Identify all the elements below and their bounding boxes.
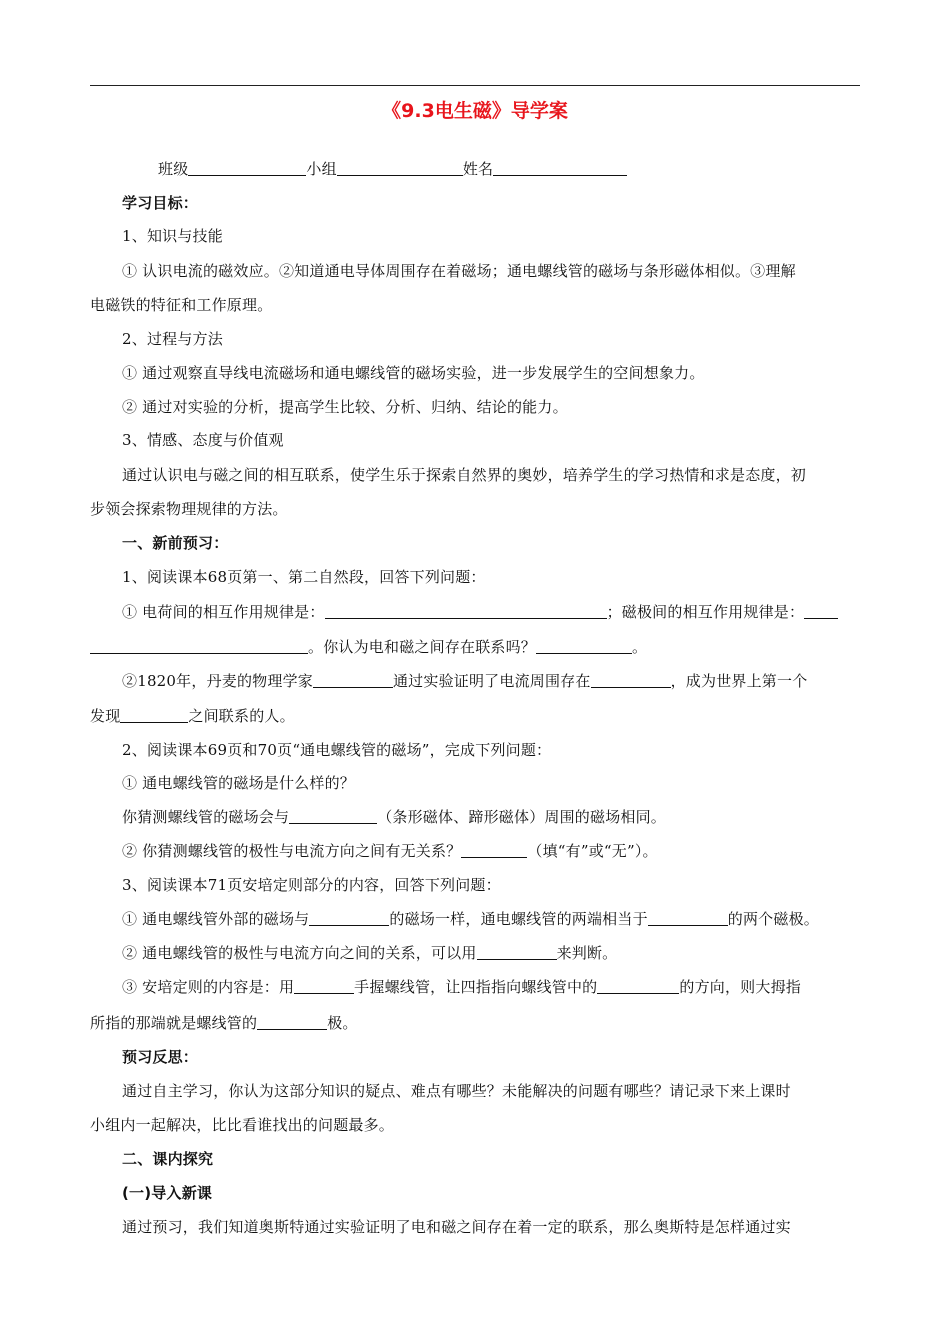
preview-question-3a: ① 通电螺线管外部的磁场与 的磁场一样，通电螺线管的两端相当于 的两个磁极。 xyxy=(122,910,819,928)
answer-blank[interactable] xyxy=(294,978,354,994)
answer-blank[interactable] xyxy=(591,672,671,688)
objective-section-1-line: ① 认识电流的磁效应。②知道通电导体周围存在着磁场；通电螺线管的磁场与条形磁体相似。③理解 xyxy=(122,262,796,280)
name-field[interactable] xyxy=(493,160,627,176)
class-label: 班级 xyxy=(158,160,189,178)
objective-section-3-title: 3、情感、态度与价值观 xyxy=(122,431,284,449)
group-field[interactable] xyxy=(337,160,463,176)
answer-blank[interactable] xyxy=(477,944,557,960)
answer-blank[interactable] xyxy=(648,910,728,926)
inquiry-subheading: (一)导入新课 xyxy=(122,1184,213,1202)
preview-question-3: 3、阅读课本71页安培定则部分的内容，回答下列问题： xyxy=(122,876,501,894)
objective-section-2-title: 2、过程与方法 xyxy=(122,330,223,348)
answer-blank[interactable] xyxy=(597,978,679,994)
answer-blank[interactable] xyxy=(120,707,188,723)
inquiry-heading: 二、课内探究 xyxy=(122,1150,214,1168)
objective-section-1-title: 1、知识与技能 xyxy=(122,227,223,245)
objective-section-2-item: ① 通过观察直导线电流磁场和通电螺线管的磁场实验，进一步发展学生的空间想象力。 xyxy=(122,364,705,382)
class-field[interactable] xyxy=(188,160,306,176)
preview-question-1b-cont: 发现 之间联系的人。 xyxy=(90,707,295,725)
preview-question-3c-cont: 所指的那端就是螺线管的 极。 xyxy=(90,1014,358,1032)
answer-blank[interactable] xyxy=(325,603,607,619)
objectives-heading: 学习目标： xyxy=(122,194,199,212)
inquiry-line: 通过预习，我们知道奥斯特通过实验证明了电和磁之间存在着一定的联系，那么奥斯特是怎样通过实 xyxy=(122,1218,791,1236)
preview-question-1a-cont: 。你认为电和磁之间存在联系吗？ 。 xyxy=(90,636,865,658)
top-rule xyxy=(90,85,860,86)
preview-question-1a: ① 电荷间的相互作用规律是： ；磁极间的相互作用规律是： xyxy=(122,601,897,623)
preview-question-1b: ②1820年，丹麦的物理学家 通过实验证明了电流周围存在 ，成为世界上第一个 xyxy=(122,672,808,690)
preview-question-2b: 你猜测螺线管的磁场会与 （条形磁体、蹄形磁体）周围的磁场相同。 xyxy=(122,808,667,826)
answer-blank[interactable] xyxy=(313,672,393,688)
objective-section-2-item: ② 通过对实验的分析，提高学生比较、分析、归纳、结论的能力。 xyxy=(122,398,568,416)
reflection-line: 小组内一起解决，比比看谁找出的问题最多。 xyxy=(90,1116,395,1134)
preview-question-3c: ③ 安培定则的内容是：用 手握螺线管，让四指指向螺线管中的 的方向，则大拇指 xyxy=(122,978,801,996)
preview-question-2: 2、阅读课本69页和70页“通电螺线管的磁场”，完成下列问题： xyxy=(122,741,552,759)
preview-question-3b: ② 通电螺线管的极性与电流方向之间的关系，可以用 来判断。 xyxy=(122,944,618,962)
preview-question-2a: ① 通电螺线管的磁场是什么样的？ xyxy=(122,774,355,792)
answer-blank[interactable] xyxy=(289,808,377,824)
objective-section-1-line: 电磁铁的特征和工作原理。 xyxy=(90,296,273,314)
preview-heading: 一、新前预习： xyxy=(122,534,229,552)
objective-section-3-line: 步领会探索物理规律的方法。 xyxy=(90,500,288,518)
preview-question-1: 1、阅读课本68页第一、第二自然段，回答下列问题： xyxy=(122,568,486,586)
document-title: 《9.3电生磁》导学案 xyxy=(382,100,568,122)
reflection-line: 通过自主学习，你认为这部分知识的疑点、难点有哪些？未能解决的问题有哪些？请记录下来上课时 xyxy=(122,1082,791,1100)
answer-blank[interactable] xyxy=(309,910,389,926)
student-info-row xyxy=(158,158,933,180)
reflection-heading: 预习反思： xyxy=(122,1048,199,1066)
name-label: 姓名 xyxy=(462,160,494,178)
preview-question-2c: ② 你猜测螺线管的极性与电流方向之间有无关系？ （填“有”或“无”）。 xyxy=(122,842,658,860)
group-label: 小组 xyxy=(306,160,337,178)
answer-blank[interactable] xyxy=(536,638,632,654)
answer-blank[interactable] xyxy=(461,842,527,858)
answer-blank[interactable] xyxy=(804,603,838,619)
objective-section-3-line: 通过认识电与磁之间的相互联系，使学生乐于探索自然界的奥妙，培养学生的学习热情和求是态度，初 xyxy=(122,466,807,484)
answer-blank[interactable] xyxy=(257,1014,327,1030)
answer-blank[interactable] xyxy=(90,638,308,654)
